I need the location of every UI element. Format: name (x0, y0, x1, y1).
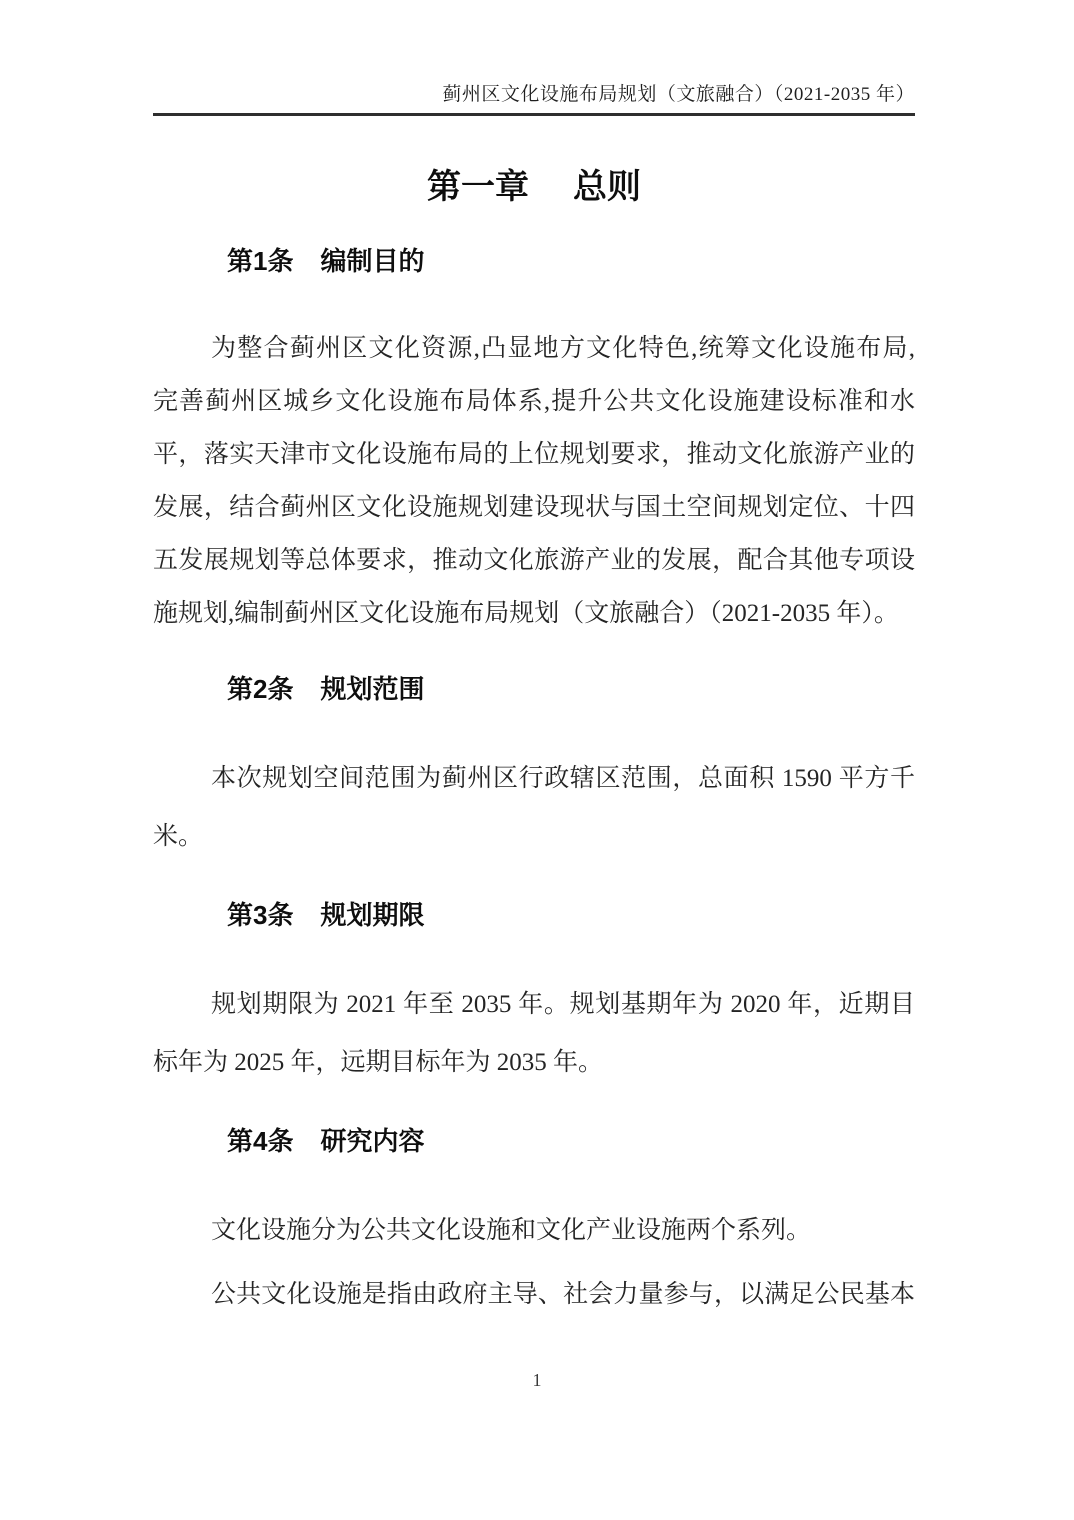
section (153, 896, 915, 1092)
paragraph (153, 750, 915, 866)
section-heading (227, 242, 915, 280)
section (153, 242, 915, 640)
section-heading-text: 规划范围 (320, 674, 425, 704)
section-heading-text: 研究内容 (320, 1126, 425, 1156)
section-heading-text: 编制目的 (320, 246, 425, 276)
chapter-title (153, 162, 915, 212)
paragraph-line: 发展，结合蓟州区文化设施规划建设现状与国土空间规划定位、十四 (153, 494, 915, 521)
paragraph-line: 本次规划空间范围为蓟州区行政辖区范围，总面积 1590 平方千 (211, 765, 915, 792)
paragraph-line: 规划期限为 2021 年至 2035 年。规划基期年为 2020 年，近期目 (211, 991, 915, 1018)
section-heading-text: 规划期限 (320, 900, 425, 930)
paragraph-line: 五发展规划等总体要求，推动文化旅游产业的发展，配合其他专项设 (153, 547, 915, 574)
paragraph-line: 为整合蓟州区文化资源,凸显地方文化特色,统筹文化设施布局, (211, 335, 915, 362)
page-footer (0, 1368, 1074, 1392)
paragraph-line: 平，落实天津市文化设施布局的上位规划要求，推动文化旅游产业的 (153, 441, 915, 468)
paragraph (153, 1266, 915, 1324)
paragraph-line: 公共文化设施是指由政府主导、社会力量参与，以满足公民基本 (211, 1281, 915, 1308)
running-header (153, 84, 915, 116)
paragraph-line: 标年为 2025 年，远期目标年为 2035 年。 (153, 1049, 604, 1076)
paragraph-line: 文化设施分为公共文化设施和文化产业设施两个系列。 (211, 1217, 812, 1244)
section-number: 第2条 (227, 674, 294, 704)
paragraph-line: 完善蓟州区城乡文化设施布局体系,提升公共文化设施建设标准和水 (153, 388, 915, 415)
section-heading (227, 896, 915, 934)
section-number: 第3条 (227, 900, 294, 930)
section-number: 第1条 (227, 246, 294, 276)
page-number: 1 (532, 1370, 542, 1390)
section (153, 1122, 915, 1324)
paragraph (153, 322, 915, 640)
paragraph-line: 米。 (153, 823, 204, 850)
chapter-number: 第一章 (427, 168, 529, 206)
paragraph (153, 976, 915, 1092)
paragraph (153, 1202, 915, 1260)
running-header-text: 蓟州区文化设施布局规划（文旅融合）（2021-2035 年） (442, 84, 915, 105)
page-content (153, 0, 915, 1324)
paragraph-line: 施规划,编制蓟州区文化设施布局规划（文旅融合）（2021-2035 年）。 (153, 600, 899, 627)
chapter-name: 总则 (573, 168, 641, 206)
sections-container (153, 242, 915, 1324)
section-heading (227, 1122, 915, 1160)
section-number: 第4条 (227, 1126, 294, 1156)
section-heading (227, 670, 915, 708)
section (153, 670, 915, 866)
